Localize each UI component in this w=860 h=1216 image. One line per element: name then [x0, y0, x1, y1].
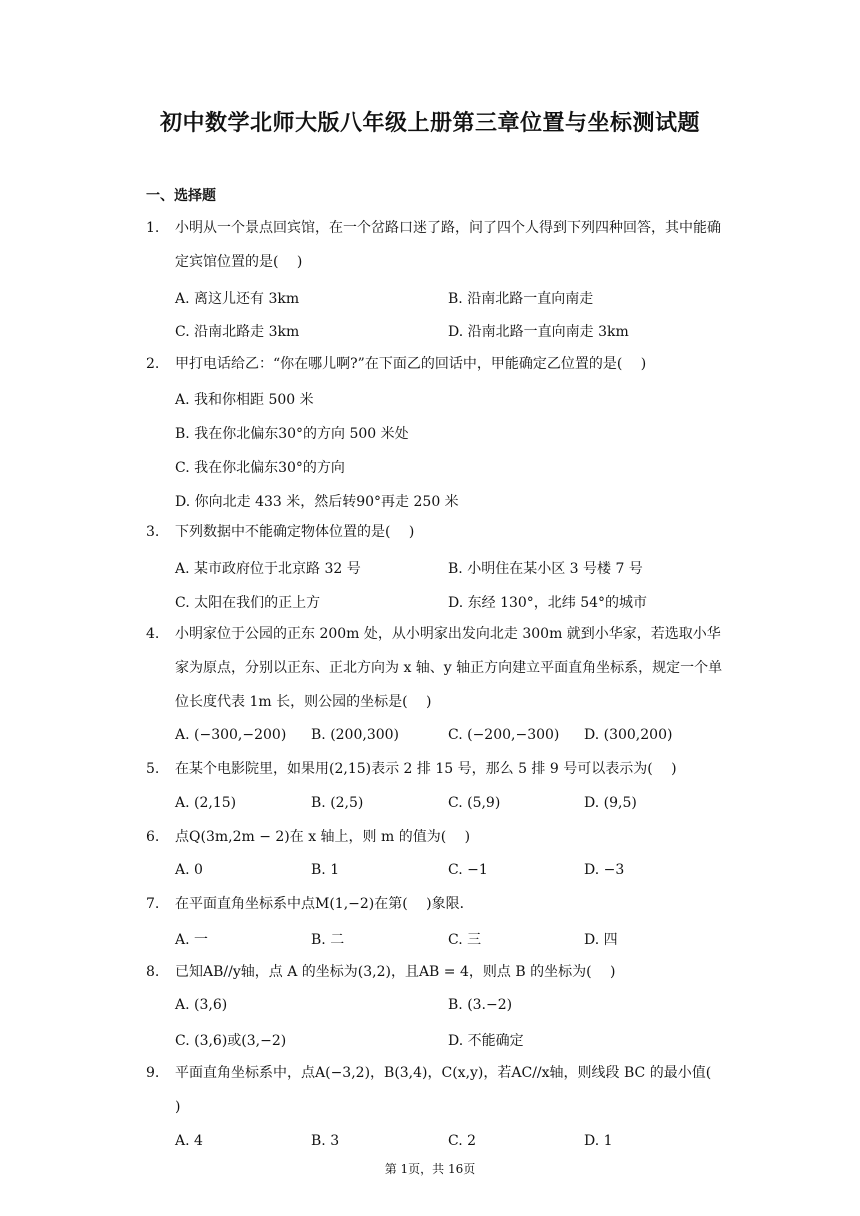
option-b: B. 3	[311, 1133, 340, 1149]
question-2	[146, 347, 726, 381]
option-d: D. 东经 130°，北纬 54°的城市	[448, 595, 648, 611]
option-c: C. (3,6)或(3,−2)	[175, 1033, 287, 1049]
option-b: B. 沿南北路一直向南走	[448, 291, 594, 307]
option-c: C. 三	[448, 932, 482, 948]
option-c: C. (−200,−300)	[448, 727, 560, 743]
option-a: A. (2,15)	[175, 795, 237, 811]
option-d: D. 你向北走 433 米，然后转90°再走 250 米	[175, 494, 459, 510]
option-a: A. 0	[175, 862, 203, 878]
option-d: D. (300,200)	[584, 727, 673, 743]
option-c: C. 2	[448, 1133, 477, 1149]
option-d: D. 不能确定	[448, 1033, 524, 1049]
option-d: D. (9,5)	[584, 795, 637, 811]
option-b: B. 二	[311, 932, 345, 948]
option-c: C. 我在你北偏东30°的方向	[175, 460, 345, 476]
question-stem: 甲打电话给乙：“你在哪儿啊?”在下面乙的回话中，甲能确定乙位置的是( )	[175, 356, 647, 372]
option-d: D. 四	[584, 932, 618, 948]
question-stem: 下列数据中不能确定物体位置的是( )	[175, 524, 415, 540]
option-a: A. 某市政府位于北京路 32 号	[175, 561, 361, 577]
option-c: C. 太阳在我们的正上方	[175, 595, 321, 611]
question-stem: 已知AB//y轴，点 A 的坐标为(3,2)，且AB = 4，则点 B 的坐标为( )	[175, 964, 616, 980]
option-a: A. (−300,−200)	[175, 727, 287, 743]
option-d: D. −3	[584, 862, 625, 878]
option-b: B. (2,5)	[311, 795, 364, 811]
question-7	[146, 887, 726, 921]
question-stem: 小明从一个景点回宾馆，在一个岔路口迷了路，问了四个人得到下列四种回答，其中能确定宾馆位置的是( )	[175, 220, 721, 270]
option-d: D. 沿南北路一直向南走 3km	[448, 324, 629, 340]
question-stem: 小明家位于公园的正东 200m 处，从小明家出发向北走 300m 就到小华家，若选取小华家为原点，分别以正东、正北方向为 x 轴、y 轴正方向建立平面直角坐标系，规定一个单位长度代表 1m 长，则公园的坐标是( )	[175, 626, 723, 710]
option-a: A. 我和你相距 500 米	[175, 392, 314, 408]
option-b: B. 我在你北偏东30°的方向 500 米处	[175, 426, 409, 442]
option-c: C. (5,9)	[448, 795, 501, 811]
option-d: D. 1	[584, 1133, 613, 1149]
question-stem: 在平面直角坐标系中点M(1,−2)在第( )象限．	[175, 896, 474, 912]
option-a: A. 离这儿还有 3km	[175, 291, 300, 307]
option-a: A. 4	[175, 1133, 203, 1149]
page-footer: 第 1页，共 16页	[384, 1162, 476, 1176]
option-a: A. (3,6)	[175, 997, 228, 1013]
question-stem: 平面直角坐标系中，点A(−3,2)，B(3,4)，C(x,y)，若AC//x轴，则线段 BC 的最小值( )	[175, 1065, 730, 1115]
question-number: 8.	[146, 964, 160, 980]
option-c: C. 沿南北路走 3km	[175, 324, 300, 340]
question-number: 1.	[146, 220, 160, 236]
question-number: 2.	[146, 356, 160, 372]
question-6	[146, 820, 726, 854]
option-b: B. (3.−2)	[448, 997, 513, 1013]
question-number: 4.	[146, 626, 160, 642]
option-b: B. 1	[311, 862, 340, 878]
question-number: 3.	[146, 524, 160, 540]
question-number: 5.	[146, 761, 160, 777]
option-a: A. 一	[175, 932, 209, 948]
question-3	[146, 515, 726, 549]
question-8	[146, 955, 726, 989]
question-5	[146, 752, 726, 786]
question-number: 6.	[146, 829, 160, 845]
option-c: C. −1	[448, 862, 488, 878]
question-number: 7.	[146, 896, 160, 912]
option-b: B. 小明住在某小区 3 号楼 7 号	[448, 561, 643, 577]
question-9	[146, 1056, 730, 1124]
page-title: 初中数学北师大版八年级上册第三章位置与坐标测试题	[159, 110, 700, 136]
question-stem: 在某个电影院里，如果用(2,15)表示 2 排 15 号，那么 5 排 9 号可以表示为( )	[175, 761, 677, 777]
question-4	[146, 617, 726, 719]
question-1	[146, 211, 726, 279]
section-heading: 一、选择题	[146, 188, 216, 204]
option-b: B. (200,300)	[311, 727, 400, 743]
question-number: 9.	[146, 1065, 160, 1081]
question-stem: 点Q(3m,2m − 2)在 x 轴上，则 m 的值为( )	[175, 829, 471, 845]
